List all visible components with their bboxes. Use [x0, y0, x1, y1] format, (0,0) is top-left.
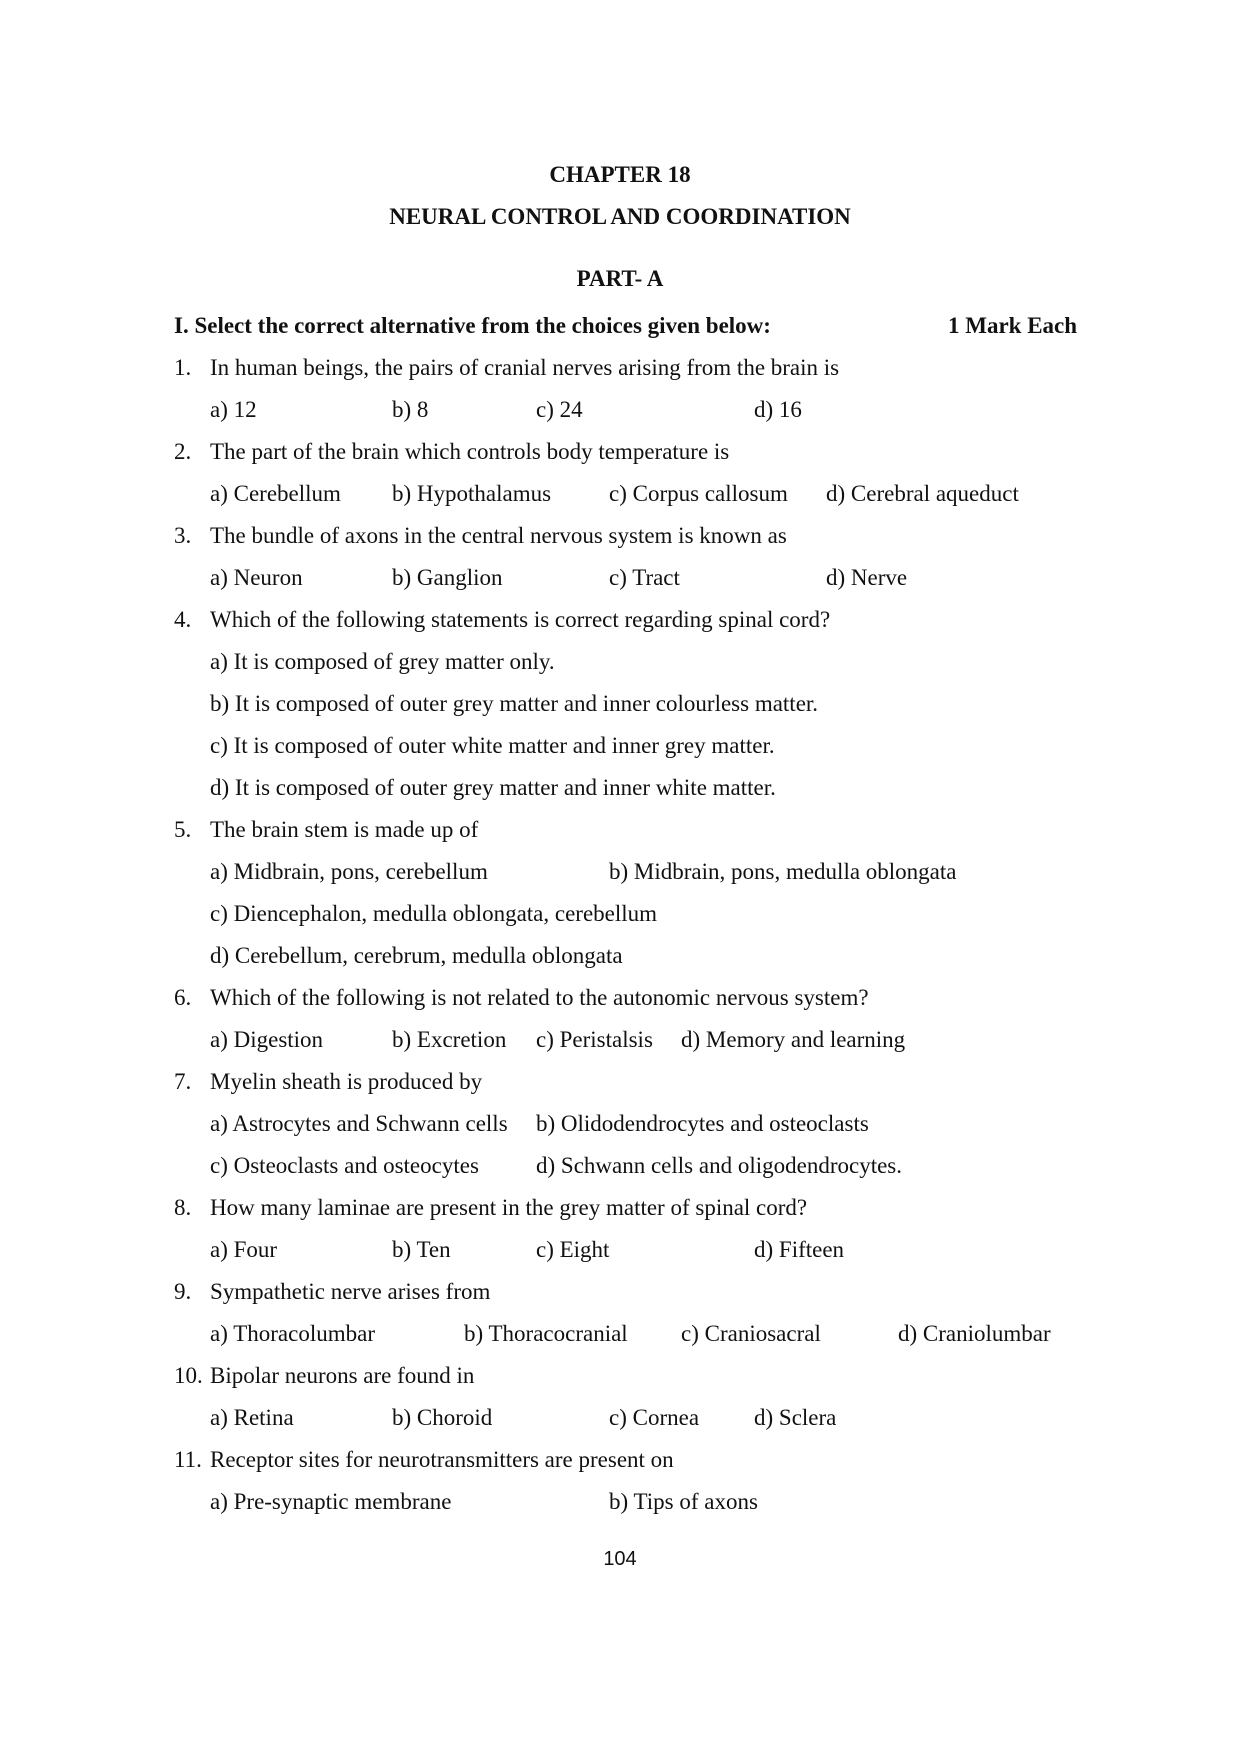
part-heading: PART- A: [576, 266, 664, 291]
option: a) Digestion: [210, 1027, 324, 1052]
option: c) It is composed of outer white matter and inner grey matter.: [210, 733, 775, 758]
option: c) 24: [536, 397, 583, 422]
option: c) Corpus callosum: [609, 481, 788, 506]
option: a) Thoracolumbar: [210, 1321, 375, 1346]
option: d) It is composed of outer grey matter and inner white matter.: [210, 775, 776, 800]
question-text: The bundle of axons in the central nervous system is known as: [210, 523, 787, 548]
question-text: Sympathetic nerve arises from: [210, 1279, 491, 1304]
option: a) It is composed of grey matter only.: [210, 649, 555, 674]
chapter-heading: CHAPTER 18: [549, 162, 691, 187]
question-number: 10.: [174, 1363, 203, 1388]
question-number: 6.: [174, 985, 192, 1010]
chapter-title: NEURAL CONTROL AND COORDINATION: [389, 204, 851, 229]
question-text: Which of the following statements is correct regarding spinal cord?: [210, 607, 831, 632]
question-text: The brain stem is made up of: [210, 817, 479, 842]
option: b) Hypothalamus: [392, 481, 552, 506]
option: b) Olidodendrocytes and osteoclasts: [536, 1111, 869, 1136]
option: c) Eight: [536, 1237, 610, 1262]
option: b) Tips of axons: [609, 1489, 758, 1514]
option: d) Sclera: [754, 1405, 837, 1430]
option: b) It is composed of outer grey matter and inner colourless matter.: [210, 691, 819, 716]
option: a) Astrocytes and Schwann cells: [210, 1111, 508, 1136]
option: a) Neuron: [210, 565, 303, 590]
option: d) Cerebellum, cerebrum, medulla oblongata: [210, 943, 623, 968]
question-number: 5.: [174, 817, 192, 842]
option: a) 12: [210, 397, 257, 422]
option: d) Craniolumbar: [898, 1321, 1051, 1346]
question-number: 4.: [174, 607, 192, 632]
question-text: The part of the brain which controls body temperature is: [210, 439, 730, 464]
question-number: 8.: [174, 1195, 192, 1220]
option: b) Midbrain, pons, medulla oblongata: [609, 859, 957, 884]
option: c) Osteoclasts and osteocytes: [210, 1153, 479, 1178]
option: d) Nerve: [826, 565, 908, 590]
option: b) Thoracocranial: [464, 1321, 628, 1346]
question-number: 7.: [174, 1069, 192, 1094]
option: d) Cerebral aqueduct: [826, 481, 1019, 506]
option: b) Excretion: [392, 1027, 507, 1052]
question-text: How many laminae are present in the grey matter of spinal cord?: [210, 1195, 808, 1220]
option: c) Peristalsis: [536, 1027, 653, 1052]
option: b) 8: [392, 397, 429, 422]
option: d) Fifteen: [754, 1237, 845, 1262]
option: d) 16: [754, 397, 802, 422]
option: a) Retina: [210, 1405, 294, 1430]
option: d) Memory and learning: [681, 1027, 906, 1052]
option: a) Midbrain, pons, cerebellum: [210, 859, 488, 884]
option: c) Cornea: [609, 1405, 700, 1430]
option: b) Ten: [392, 1237, 451, 1262]
question-number: 2.: [174, 439, 192, 464]
question-number: 9.: [174, 1279, 192, 1304]
option: a) Cerebellum: [210, 481, 341, 506]
question-text: Which of the following is not related to the autonomic nervous system?: [210, 985, 869, 1010]
question-number: 11.: [174, 1447, 202, 1472]
option: d) Schwann cells and oligodendrocytes.: [536, 1153, 902, 1178]
option: a) Pre-synaptic membrane: [210, 1489, 452, 1514]
question-text: Myelin sheath is produced by: [210, 1069, 483, 1094]
question-text: Receptor sites for neurotransmitters are present on: [210, 1447, 674, 1472]
option: b) Choroid: [392, 1405, 493, 1430]
section-instruction: I. Select the correct alternative from the choices given below:: [174, 313, 771, 338]
option: c) Diencephalon, medulla oblongata, cerebellum: [210, 901, 658, 926]
option: b) Ganglion: [392, 565, 503, 590]
option: c) Craniosacral: [681, 1321, 821, 1346]
option: a) Four: [210, 1237, 278, 1262]
page-number: 104: [603, 1548, 637, 1570]
marks-label: 1 Mark Each: [948, 313, 1078, 338]
question-number: 3.: [174, 523, 192, 548]
question-number: 1.: [174, 355, 192, 380]
question-text: In human beings, the pairs of cranial nerves arising from the brain is: [210, 355, 840, 380]
question-text: Bipolar neurons are found in: [210, 1363, 475, 1388]
option: c) Tract: [609, 565, 680, 590]
